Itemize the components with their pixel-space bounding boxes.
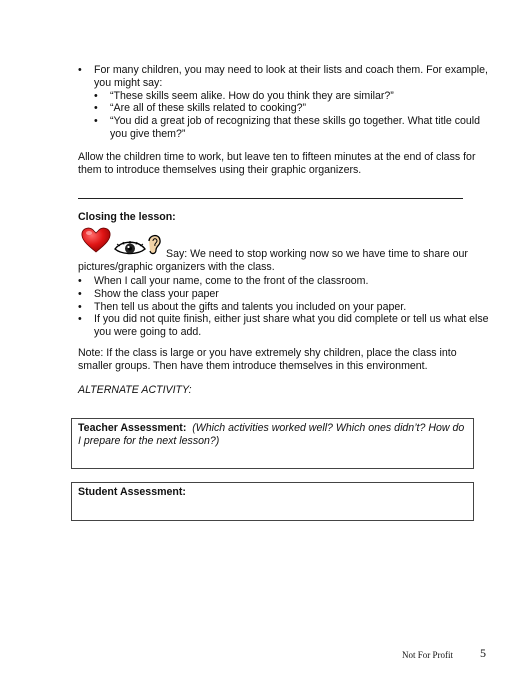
closing-item: • When I call your name, come to the front of the classroom. <box>78 275 493 288</box>
allow-paragraph: Allow the children time to work, but leave ten to fifteen minutes at the end of class for them to introduce themselves using their graphic organizers. <box>78 151 476 176</box>
example-item: • “These skills seem alike. How do you think they are similar?” <box>94 90 482 103</box>
closing-list <box>78 275 493 339</box>
student-assessment-box[interactable] <box>71 482 474 521</box>
closing-item: • Show the class your paper <box>78 288 493 301</box>
student-assessment-label: Student Assessment: <box>78 486 186 498</box>
say-text: Say: We need to stop working now so we have time to share our pictures/graphic organizers with the class. <box>78 248 468 273</box>
closing-item: • Then tell us about the gifts and talents you included on your paper. <box>78 301 493 314</box>
alternate-activity: ALTERNATE ACTIVITY: <box>78 384 192 396</box>
teacher-assessment-box[interactable] <box>71 418 474 469</box>
closing-heading: Closing the lesson: <box>78 211 176 223</box>
page-number: 5 <box>480 646 486 660</box>
footer-label: Not For Profit <box>402 650 454 660</box>
note-paragraph: Note: If the class is large or you have extremely shy children, place the class into smaller groups. Then have them introduce themselves in this environment. <box>78 347 457 372</box>
example-item: • “You did a great job of recognizing that these skills go together. What title could you give them?” <box>94 115 482 141</box>
example-item: • “Are all of these skills related to cooking?” <box>94 102 482 115</box>
coaching-examples <box>78 90 498 141</box>
closing-item: • If you did not quite finish, either just share what you did complete or tell us what else you were going to add. <box>78 313 493 339</box>
coaching-list <box>78 64 498 141</box>
coaching-intro: • For many children, you may need to look at their lists and coach them. For example, you might say: <box>78 64 498 90</box>
teacher-assessment-prompt: (Which activities worked well? Which ones didn’t? How do I prepare for the next lesson?) <box>78 422 465 447</box>
divider <box>78 198 463 199</box>
teacher-assessment-label: Teacher Assessment: <box>78 422 187 434</box>
